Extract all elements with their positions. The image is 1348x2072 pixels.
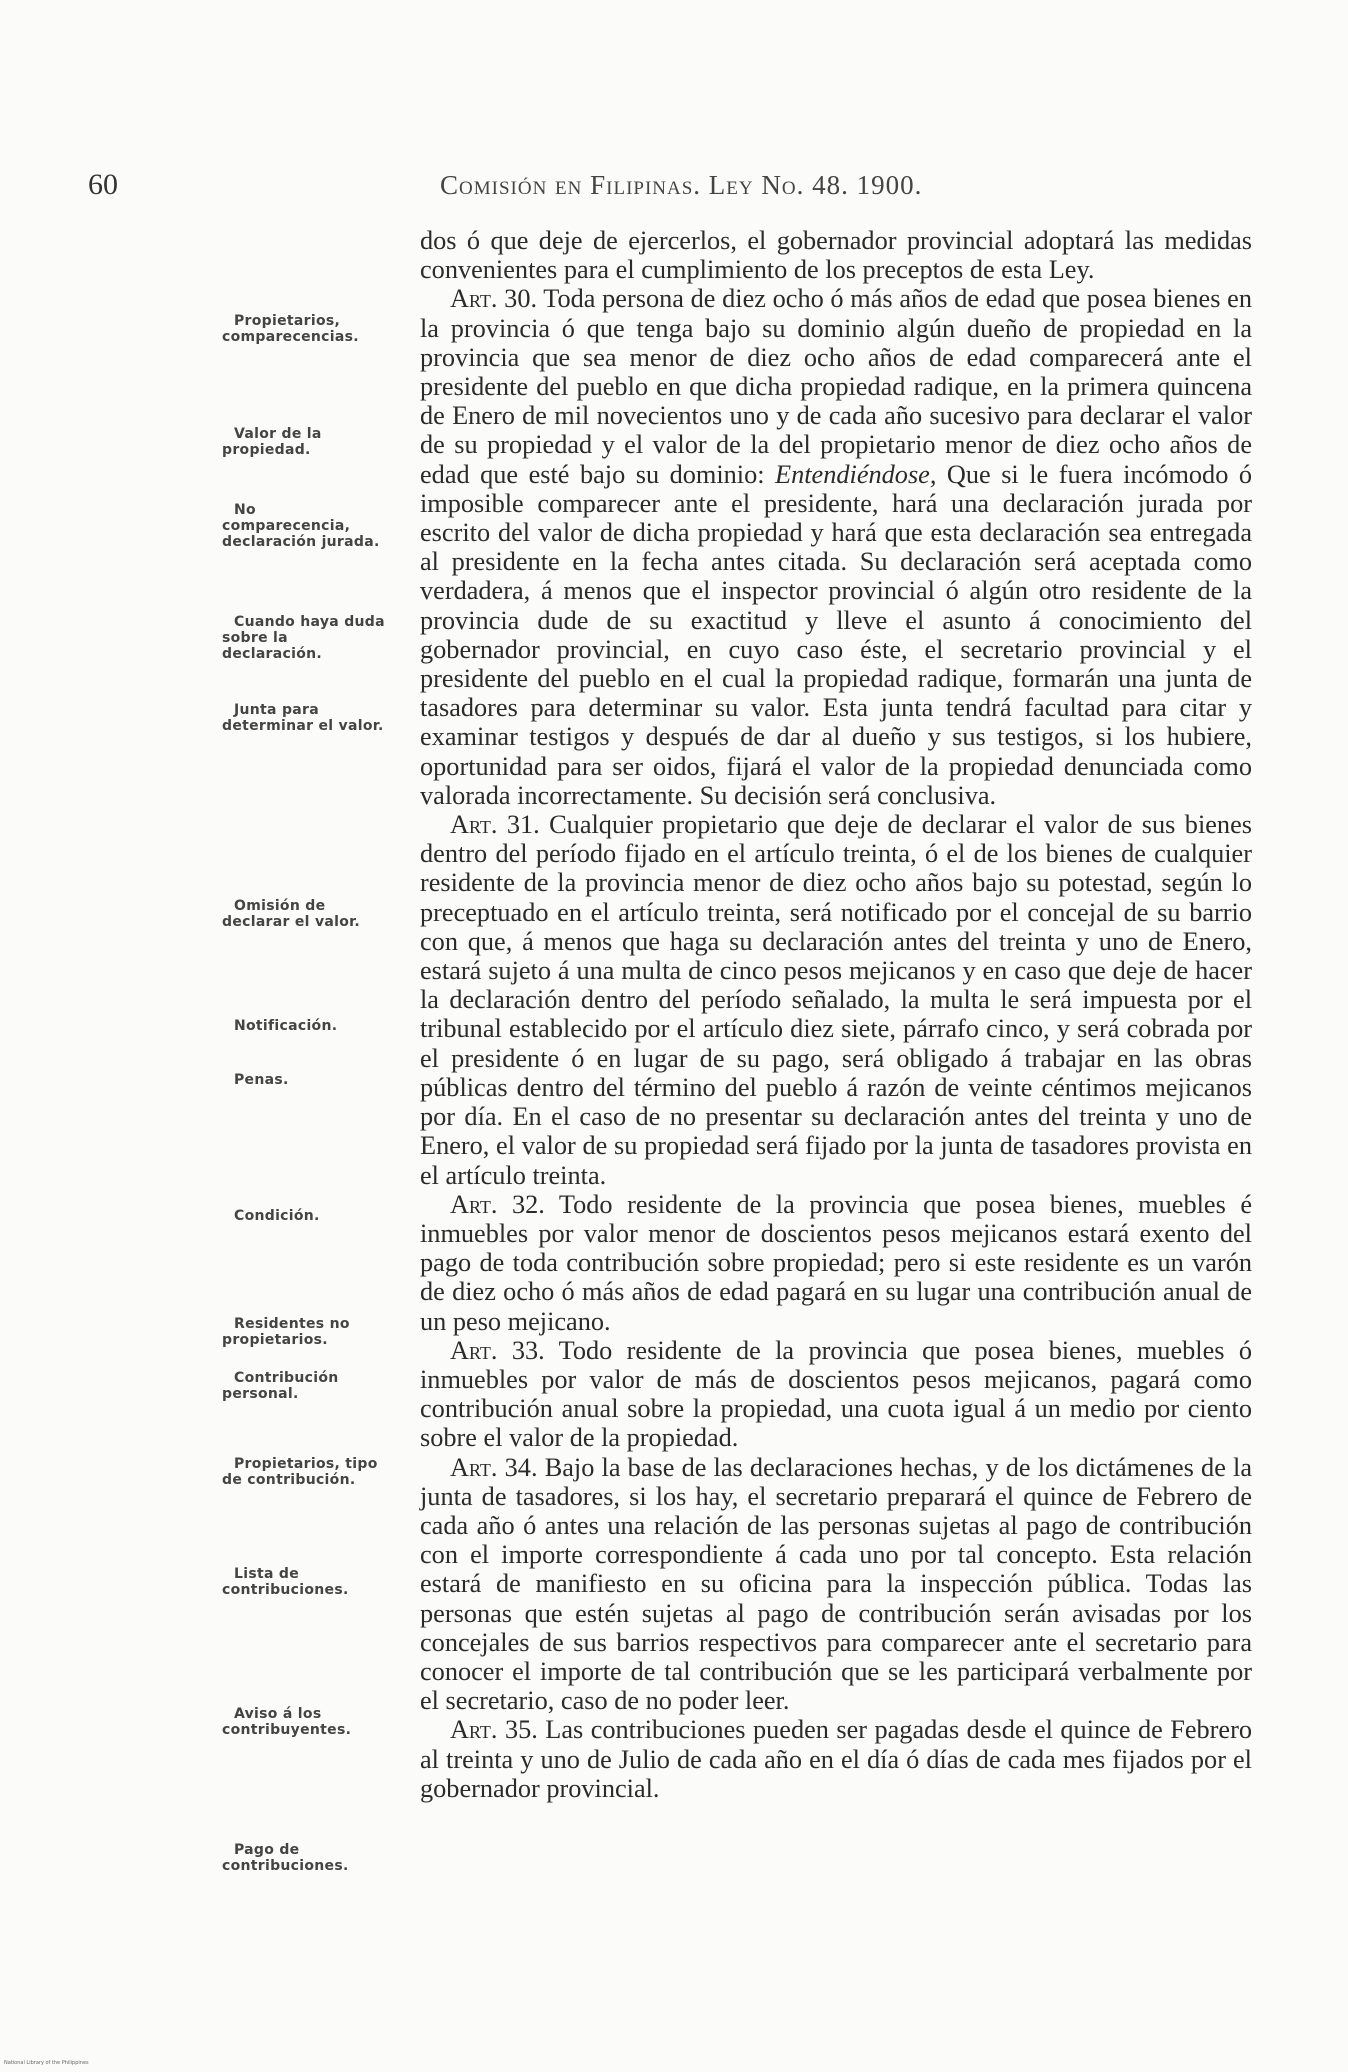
article-label: Art. 33. xyxy=(450,1335,545,1365)
margin-note: Junta para determinar el valor. xyxy=(222,702,384,734)
margin-note: Aviso á los contribuyentes. xyxy=(222,1706,352,1738)
margin-note: No comparecencia, declaración jurada. xyxy=(222,502,380,550)
page-number: 60 xyxy=(88,168,118,201)
article-text: Las contribuciones pueden ser pagadas desde el quince de Febrero al treinta y uno de Julio de cada año en el día ó días de cada mes fijados por el gobernador provincial. xyxy=(420,1715,1253,1803)
article-text: Toda persona de diez ocho ó más años de edad que posea bienes en la provincia ó que tenga bajo su dominio algún dueño de propiedad en la provincia que sea menor de diez ocho años de edad comparecerá ante el presidente del pueblo en que dicha propiedad radique, en la primera quincena de Enero de mil novecientos uno y de cada año sucesivo para declarar el valor de su propiedad y el valor de la del propietario menor de diez ocho años de edad que esté bajo su dominio: xyxy=(420,284,1252,489)
footer-credit: National Library of the Philippines xyxy=(4,2060,89,2066)
article-31 xyxy=(420,810,1252,1190)
article-text: Todo residente de la provincia que posea bienes, muebles é inmuebles por valor menor de doscientos pesos mejicanos estará exento del pago de toda contribución sobre propiedad; pero si este residente es un varón de diez ocho ó más años de edad pagará en su lugar una contribución anual de un peso mejicano. xyxy=(420,1189,1252,1336)
margin-note: Cuando haya duda sobre la declaración. xyxy=(222,614,385,662)
article-33 xyxy=(420,1336,1252,1453)
article-label: Art. 35. xyxy=(450,1715,538,1745)
margin-note: Residentes no propietarios. xyxy=(222,1316,350,1348)
article-emphasis: Entendiéndose, xyxy=(775,459,937,489)
margin-note: Contribución personal. xyxy=(222,1370,339,1402)
body-text xyxy=(420,226,1252,1803)
article-34 xyxy=(420,1453,1252,1716)
margin-note: Condición. xyxy=(234,1208,320,1224)
margin-note: Lista de contribuciones. xyxy=(222,1566,349,1598)
article-text: Bajo la base de las declaraciones hechas, y de los dictámenes de la junta de tasadores, si los hay, el secretario preparará el quince de Febrero de cada año ó antes una relación de las personas sujetas al pago de contribución con el importe correspondiente á cada uno por tal concepto. Esta relación estará de manifiesto en su oficina para la inspección pública. Todas las personas que estén sujetas al pago de contribución serán avisadas por los concejales de sus barrios respectivos para comparecer ante el secretario para conocer el importe de tal contribución que se les participará verbalmente por el secretario, caso de no poder leer. xyxy=(420,1452,1253,1716)
article-label: Art. 32. xyxy=(450,1189,545,1219)
margin-note: Propietarios, comparecencias. xyxy=(222,313,359,345)
article-text: Todo residente de la provincia que posea bienes, muebles ó inmuebles por valor de más de doscientos pesos mejicanos, pagará como contribución anual sobre la propiedad, una cuota igual á un medio por ciento sobre el valor de la propiedad. xyxy=(420,1335,1252,1453)
article-30 xyxy=(420,284,1252,810)
article-text: Cualquier propietario que deje de declarar el valor de sus bienes dentro del período fijado en el artículo treinta, ó el de los bienes de cualquier residente de la provincia menor de diez ocho años bajo su potestad, según lo preceptuado en el artículo treinta, será notificado por el concejal de su barrio con que, á menos que haga su declaración antes del treinta y uno de Enero, estará sujeto á una multa de cinco pesos mejicanos y en caso que deje de hacer la declaración dentro del período señalado, la multa le será impuesta por el tribunal establecido por el artículo diez siete, párrafo cinco, y será cobrada por el presidente ó en lugar de su pago, será obligado á trabajar en las obras públicas dentro del término del pueblo á razón de veinte céntimos mejicanos por día. En el caso de no presentar su declaración antes del treinta y uno de Enero, el valor de su propiedad será fijado por la junta de tasadores provista en el artículo treinta. xyxy=(420,810,1252,1190)
article-text: Que si le fuera incómodo ó imposible comparecer ante el presidente, hará una declaración jurada por escrito del valor de dicha propiedad y hará que esta declaración sea entregada al presidente en la fecha antes citada. Su declaración será aceptada como verdadera, á menos que el inspector provincial ó algún otro residente de la provincia dude de su exactitud y lleve el asunto á conocimiento del gobernador provincial, en cuyo caso éste, el secretario provincial y el presidente del pueblo en el cual la propiedad radique, formarán una junta de tasadores para determinar su valor. Esta junta tendrá facultad para citar y examinar testigos y después de dar al dueño y sus testigos, si los hubiere, oportunidad para ser oidos, fijará el valor de la propiedad denunciada como valorada incorrectamente. Su decisión será conclusiva. xyxy=(420,459,1252,810)
margin-note: Pago de contribuciones. xyxy=(222,1842,349,1874)
margin-note: Valor de la propiedad. xyxy=(222,426,322,458)
article-label: Art. 34. xyxy=(450,1452,538,1482)
margin-note: Penas. xyxy=(234,1072,289,1088)
margin-note: Omisión de declarar el valor. xyxy=(222,898,360,930)
continuation-paragraph: dos ó que deje de ejercerlos, el gobernador provincial adoptará las medidas convenientes para el cumplimiento de los preceptos de esta Ley. xyxy=(420,226,1252,285)
margin-note: Propietarios, tipo de contribución. xyxy=(222,1456,378,1488)
article-label: Art. 31. xyxy=(450,810,540,840)
article-32 xyxy=(420,1190,1252,1336)
running-head: Comisión en Filipinas. Ley No. 48. 1900. xyxy=(440,170,923,200)
margin-note: Notificación. xyxy=(234,1018,338,1034)
article-35 xyxy=(420,1715,1252,1803)
article-label: Art. 30. xyxy=(450,284,538,314)
